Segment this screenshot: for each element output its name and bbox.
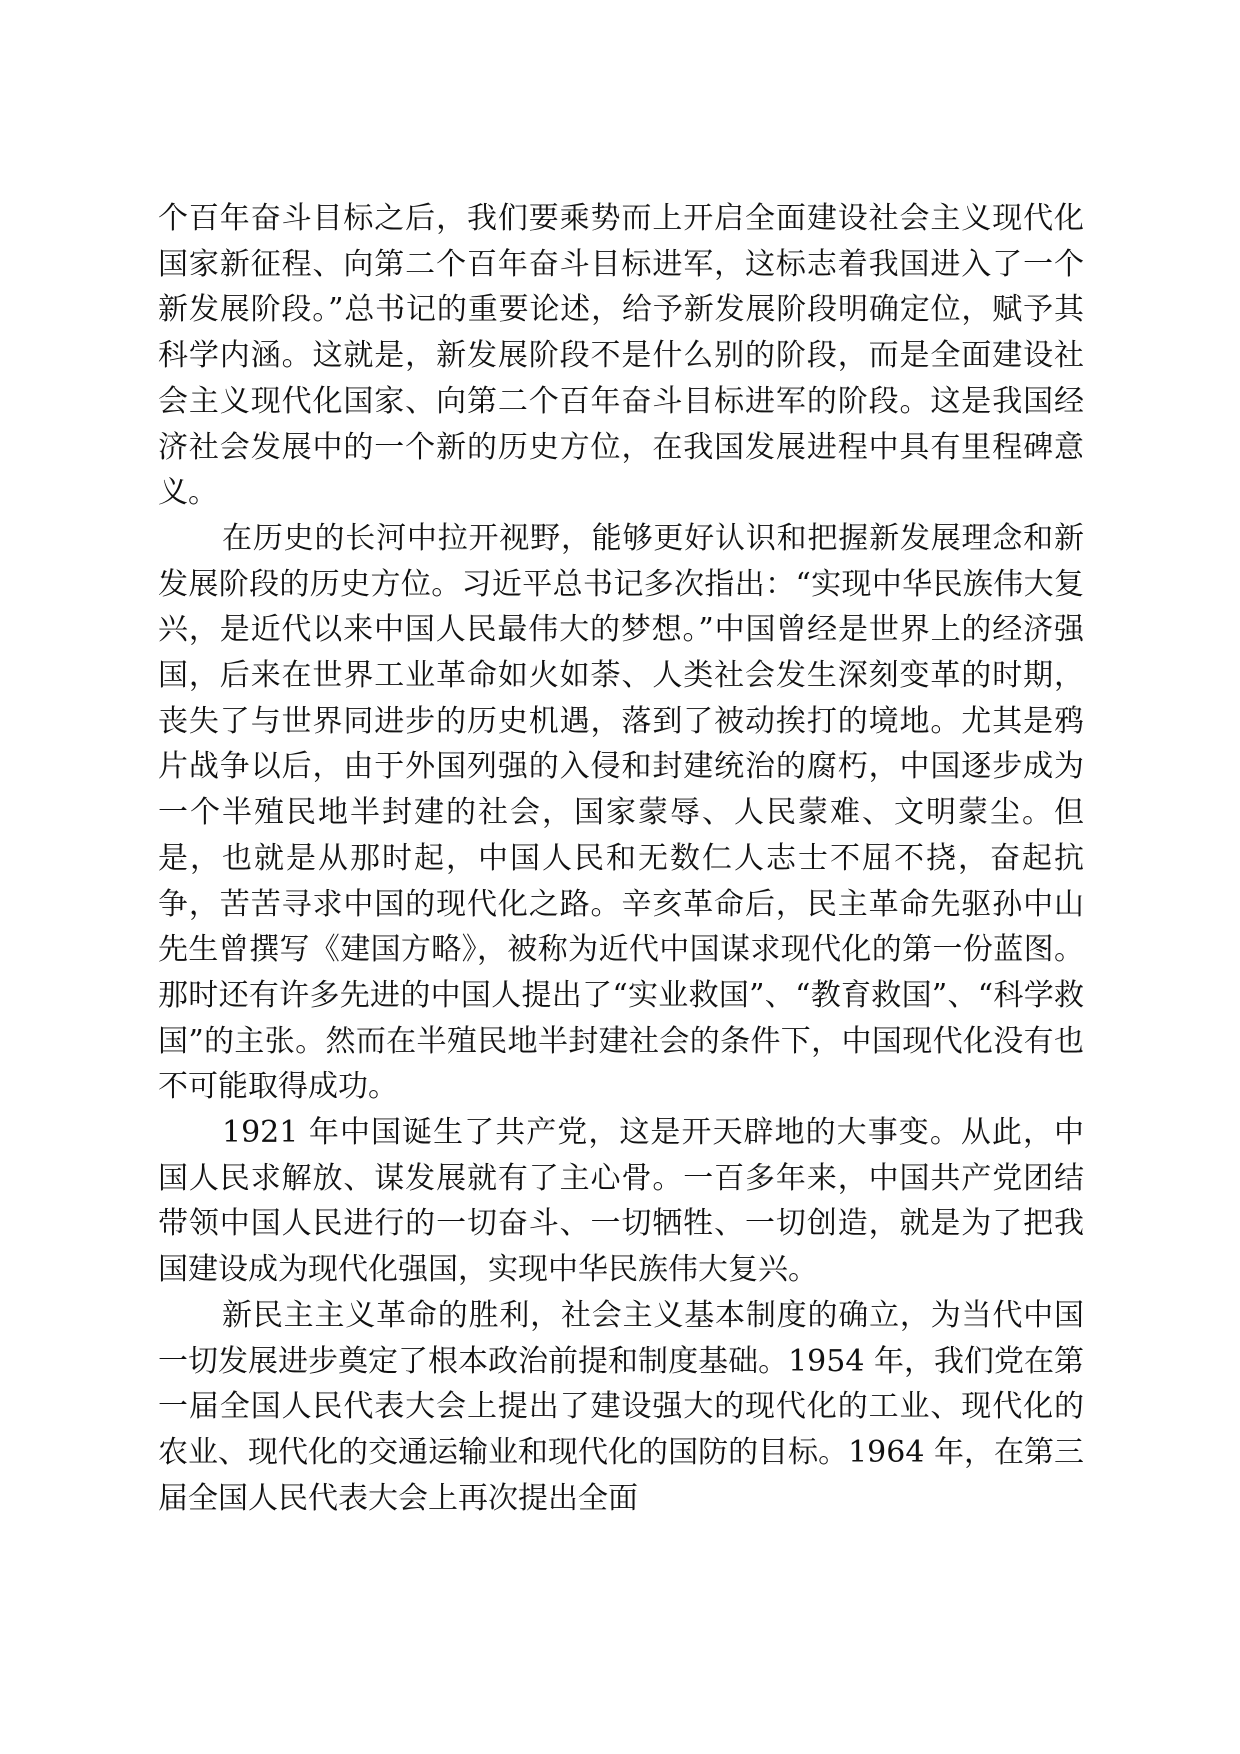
document-page	[158, 196, 1084, 1521]
paragraph-2: 在历史的长河中拉开视野，能够更好认识和把握新发展理念和新发展阶段的历史方位。习近平总书记多次指出：“实现中华民族伟大复兴，是近代以来中国人民最伟大的梦想。”中国曾经是世界上的经济强国，后来在世界工业革命如火如荼、人类社会发生深刻变革的时期，丧失了与世界同进步的历史机遇，落到了被动挨打的境地。尤其是鸦片战争以后，由于外国列强的入侵和封建统治的腐朽，中国逐步成为一个半殖民地半封建的社会，国家蒙辱、人民蒙难、文明蒙尘。但是，也就是从那时起，中国人民和无数仁人志士不屈不挠，奋起抗争，苦苦寻求中国的现代化之路。辛亥革命后，民主革命先驱孙中山先生曾撰写《建国方略》，被称为近代中国谋求现代化的第一份蓝图。那时还有许多先进的中国人提出了“实业救国”、“教育救国”、“科学救国”的主张。然而在半殖民地半封建社会的条件下，中国现代化没有也不可能取得成功。	[158, 520, 1084, 1105]
paragraph-4: 新民主主义革命的胜利，社会主义基本制度的确立，为当代中国一切发展进步奠定了根本政治前提和制度基础。1954 年，我们党在第一届全国人民代表大会上提出了建设强大的现代化的工业、现代化的农业、现代化的交通运输业和现代化的国防的目标。1964 年，在第三届全国人民代表大会上再次提出全面	[158, 1297, 1084, 1516]
paragraph-3: 1921 年中国诞生了共产党，这是开天辟地的大事变。从此，中国人民求解放、谋发展就有了主心骨。一百多年来，中国共产党团结带领中国人民进行的一切奋斗、一切牺牲、一切创造，就是为了把我国建设成为现代化强国，实现中华民族伟大复兴。	[158, 1115, 1084, 1288]
paragraph-1: 个百年奋斗目标之后，我们要乘势而上开启全面建设社会主义现代化国家新征程、向第二个百年奋斗目标进军，这标志着我国进入了一个新发展阶段。”总书记的重要论述，给予新发展阶段明确定位，赋予其科学内涵。这就是，新发展阶段不是什么别的阶段，而是全面建设社会主义现代化国家、向第二个百年奋斗目标进军的阶段。这是我国经济社会发展中的一个新的历史方位，在我国发展进程中具有里程碑意义。	[158, 201, 1084, 511]
